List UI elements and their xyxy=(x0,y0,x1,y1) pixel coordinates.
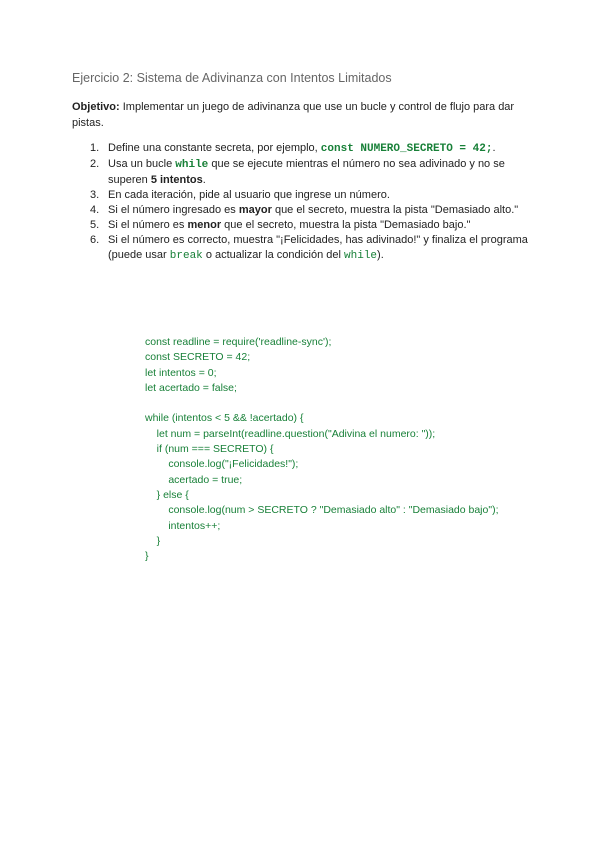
code-line: intentos++; xyxy=(145,519,221,532)
step-number: 1. xyxy=(90,142,100,154)
step-number: 3. xyxy=(90,189,100,201)
objective-text: Implementar un juego de adivinanza que use un bucle y control de flujo para dar pistas. xyxy=(72,101,515,129)
inline-code: while xyxy=(344,250,378,262)
inline-code: break xyxy=(169,250,203,262)
step-text: Si el número ingresado es xyxy=(108,204,239,216)
step-item xyxy=(72,141,532,157)
code-line: let acertado = false; xyxy=(145,381,237,394)
code-line xyxy=(145,396,565,411)
step-text: ). xyxy=(377,249,384,261)
code-line: acertado = true; xyxy=(145,473,243,486)
objective-label: Objetivo: xyxy=(72,101,120,113)
code-line: while (intentos < 5 && !acertado) { xyxy=(145,412,304,425)
code-line: const SECRETO = 42; xyxy=(145,351,251,364)
step-text: mayor xyxy=(238,204,272,216)
step-text: que se ejecute mientras el número no sea adivinado y no se superen xyxy=(108,158,505,186)
step-text: . xyxy=(202,174,206,186)
code-line: console.log(num > SECRETO ? "Demasiado alto" : "Demasiado bajo"); xyxy=(145,504,499,517)
step-text: menor xyxy=(187,219,222,231)
step-text: En cada iteración, pide al usuario que ingrese un número. xyxy=(108,189,390,201)
step-number: 2. xyxy=(90,158,100,170)
step-item xyxy=(72,218,532,233)
code-line: let intentos = 0; xyxy=(145,366,217,379)
step-item xyxy=(72,157,532,188)
code-line: if (num === SECRETO) { xyxy=(145,443,274,456)
step-text: que el secreto, muestra la pista "Demasiado bajo." xyxy=(221,219,471,231)
steps-list xyxy=(72,141,532,264)
step-text: Si el número es xyxy=(108,219,188,231)
inline-code: while xyxy=(175,159,209,171)
code-line: const readline = require('readline-sync'); xyxy=(145,336,332,348)
step-item xyxy=(72,233,532,264)
step-text: 5 intentos xyxy=(150,174,203,186)
step-number: 5. xyxy=(90,219,100,231)
step-number: 6. xyxy=(90,234,100,246)
code-line: let num = parseInt(readline.question("Adivina el numero: ")); xyxy=(145,427,436,440)
step-text: o actualizar la condición del xyxy=(202,249,345,261)
code-line: } xyxy=(145,534,161,547)
step-text: . xyxy=(492,142,496,154)
step-text: que el secreto, muestra la pista "Demasiado alto." xyxy=(271,204,519,216)
step-text: Si el número es correcto, muestra "¡Felicidades, has adivinado!" y finaliza el programa (puede usar xyxy=(108,234,528,261)
code-line: } else { xyxy=(145,488,189,501)
step-number: 4. xyxy=(90,204,100,216)
step-item xyxy=(72,188,532,203)
code-line: console.log("¡Felicidades!"); xyxy=(145,458,299,471)
code-line: } xyxy=(145,550,149,563)
step-text: Define una constante secreta, por ejemplo, xyxy=(108,142,321,154)
exercise-title: Ejercicio 2: Sistema de Adivinanza con Intentos Limitados xyxy=(72,71,392,85)
step-item xyxy=(72,203,532,218)
code-block xyxy=(145,335,565,564)
inline-code: const NUMERO_SECRETO = 42; xyxy=(320,143,493,155)
objective-paragraph xyxy=(72,99,532,131)
step-text: Usa un bucle xyxy=(108,158,176,170)
